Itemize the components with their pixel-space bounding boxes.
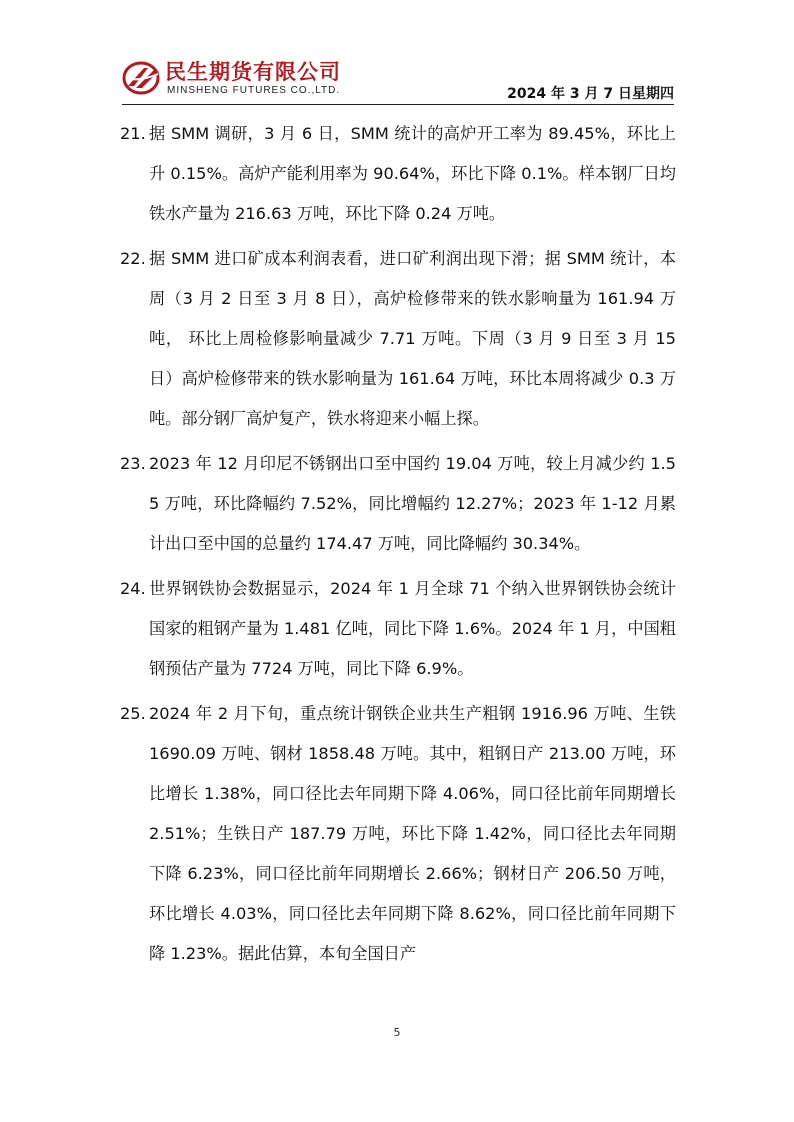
item-number: 22. — [120, 249, 146, 268]
page-header — [122, 56, 674, 104]
minsheng-logo-icon — [122, 58, 162, 98]
item-text: 据 SMM 调研，3 月 6 日，SMM 统计的高炉开工率为 89.45%，环比上升 0.15%。高炉产能利用率为 90.64%，环比下降 0.1%。样本钢厂日均铁水产量为 216.63 万吨，环比下降 0.24 万吨。 — [149, 124, 676, 223]
item-number: 25. — [120, 704, 146, 723]
list-item — [120, 444, 676, 564]
item-number: 23. — [120, 454, 146, 473]
header-divider — [122, 104, 674, 105]
item-number: 24. — [120, 579, 146, 598]
logo-chinese-name: 民生期货有限公司 — [165, 60, 341, 84]
item-number: 21. — [120, 124, 146, 143]
logo-english-name: MINSHENG FUTURES CO.,LTD. — [167, 85, 341, 96]
list-item — [120, 114, 676, 234]
company-logo — [122, 56, 372, 102]
item-text: 据 SMM 进口矿成本利润表看，进口矿利润出现下滑；据 SMM 统计，本周（3 月 2 日至 3 月 8 日），高炉检修带来的铁水影响量为 161.94 万吨， 环比上周检修影响量减少 7.71 万吨。下周（3 月 9 日至 3 月 15 日）高炉检修带来的铁水影响量为 161.64 万吨，环比本周将减少 0.3 万吨。部分钢厂高炉复产，铁水将迎来小幅上探。 — [149, 249, 676, 428]
header-date: 2024 年 3 月 7 日星期四 — [507, 86, 674, 102]
list-item — [120, 694, 676, 974]
list-item — [120, 239, 676, 439]
page-number: 5 — [393, 1026, 401, 1039]
item-text: 2023 年 12 月印尼不锈钢出口至中国约 19.04 万吨，较上月减少约 1.55 万吨，环比降幅约 7.52%，同比增幅约 12.27%；2023 年 1-12 月累计出口至中国的总量约 174.47 万吨，同比降幅约 30.34%。 — [149, 454, 676, 553]
list-item — [120, 569, 676, 689]
item-text: 世界钢铁协会数据显示，2024 年 1 月全球 71 个纳入世界钢铁协会统计国家的粗钢产量为 1.481 亿吨，同比下降 1.6%。2024 年 1 月，中国粗钢预估产量为 7724 万吨，同比下降 6.9%。 — [149, 579, 676, 678]
news-list — [120, 114, 676, 974]
item-text: 2024 年 2 月下旬，重点统计钢铁企业共生产粗钢 1916.96 万吨、生铁 1690.09 万吨、钢材 1858.48 万吨。其中，粗钢日产 213.00 万吨，环比增长 1.38%，同口径比去年同期下降 4.06%，同口径比前年同期增长 2.51%；生铁日产 187.79 万吨，环比下降 1.42%，同口径比去年同期下降 6.23%，同口径比前年同期增长 2.66%；钢材日产 206.50 万吨，环比增长 4.03%，同口径比去年同期下降 8.62%，同口径比前年同期下降 1.23%。据此估算，本旬全国日产 — [149, 704, 676, 963]
